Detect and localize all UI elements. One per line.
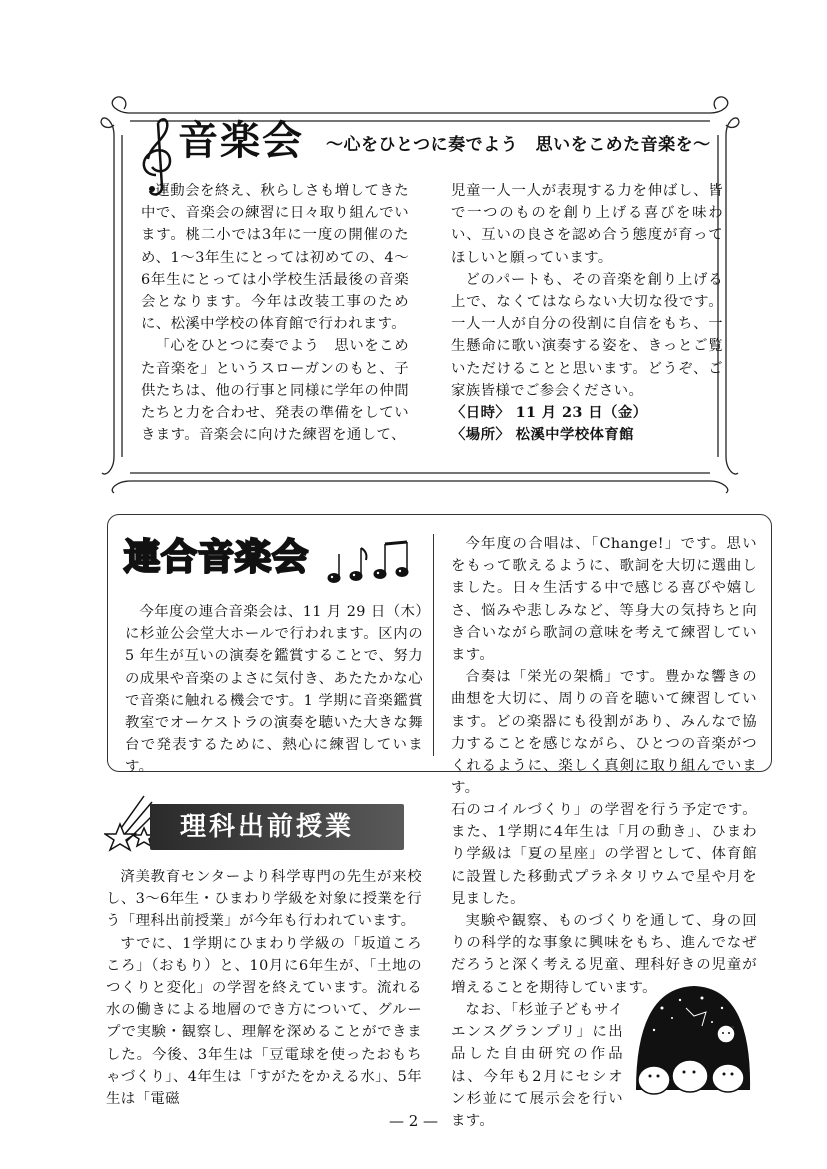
paragraph: なお、「杉並子どもサイエンスグランプリ」に出品した自由研究の作品は、今年も2月にセシオン杉並にて展示会を行います。 [451,1002,623,1130]
science-column-right [451,799,757,999]
concert-column-right [451,180,723,446]
planetarium-illustration [632,978,754,1098]
paragraph: 運動会を終え、秋らしさも増してきた中で、音楽会の練習に日々取り組んでいます。桃二小では3年に一度の開催のため、1～3年生にとっては初めての、4～6年生にとっては小学校生活最後の音楽会となります。今年は改装工事のために、松溪中学校の体育館で行われます。 [141,183,409,333]
event-date: 〈日時〉 11 月 23 日（金） [451,404,648,422]
section-title-concert: 音楽会 [178,117,304,164]
science-column-left [106,866,422,1110]
paragraph: 今年度の連合音楽会は、11 月 29 日（木）に杉並公会堂大ホールで行われます。区内の 5 年生が互いの演奏を鑑賞することで、努力の成果や音楽のよさに気付き、あたたかな心で音楽に触れる機会です。1 学期に音楽鑑賞教室でオーケストラの演奏を聴いた大きな舞台で発表するために、熱心に練習しています。 [125,604,423,776]
paragraph: 児童一人一人が表現する力を伸ばし、皆で一つのものを創り上げる喜びを味わい、互いの良さを認め合う態度が育ってほしいと願っています。 [451,183,723,266]
paragraph: 石のコイルづくり」の学習を行う予定です。また、1学期に4年生は「月の動き」、ひまわり学級は「夏の星座」の学習として、体育館に設置した移動式プラネタリウムで星や月を見ました。 [451,802,757,907]
column-divider [433,534,434,756]
paragraph: どのパートも、その音楽を創り上げる上で、なくてはならない大切な役です。一人一人が自分の役割に自信をもち、一生懸命に歌い演奏する姿を、きっとご覧いただけることと思います。どうぞ、ご家族皆様でご参会ください。 [451,271,723,399]
section-subtitle-concert: ～心をひとつに奏でよう 思いをこめた音楽を～ [326,135,711,155]
section-title-science: 理科出前授業 [180,812,355,842]
music-notes-icon [322,536,422,590]
concert-column-left [141,180,409,446]
event-place: 〈場所〉 松溪中学校体育館 [451,426,634,444]
paragraph: すでに、1学期にひまわり学級の「坂道ころころ」（おもり）と、10月に6年生が、「土地のつくりと変化」の学習を終えています。流れる水の働きによる地層のでき方について、グループで実験・観察し、理解を深めることができました。今後、3年生は「豆電球を使ったおもちゃづくり」、4年生は「すがたをかえる水」、5年生は「電磁 [106,935,422,1108]
page-number: — 2 — [388,1112,439,1130]
paragraph: 済美教育センターより科学専門の先生が来校し、3～6年生・ひまわり学級を対象に授業を行う「理科出前授業」が今年も行われています。 [106,869,422,930]
joint-concert-column-right [451,533,757,799]
section-title-joint-concert: 連合音楽会 [124,537,310,578]
paragraph: 合奏は「栄光の架橋」です。豊かな響きの曲想を大切に、周りの音を聴いて練習しています。どの楽器にも役割があり、みんなで協力することを感じながら、ひとつの音楽がつくれるように、楽しく真剣に取り組んでいます。 [451,669,757,797]
paragraph: 「心をひとつに奏でよう 思いをこめた音楽を」というスローガンのもと、子供たちは、他の行事と同様に学年の仲間たちと力を合わせ、発表の準備をしていきます。音楽会に向けた練習を通して、 [141,338,409,444]
joint-concert-column-left [125,601,423,779]
paragraph: 今年度の合唱は、「Change!」です。思いをもって歌えるように、歌詞を大切に選曲しました。日々生活する中で感じる喜びや嬉しさ、悩みや悲しみなど、等身大の気持ちと向き合いながら歌詞の意味を考えて練習しています。 [451,536,757,664]
paragraph: 実験や観察、ものづくりを通して、身の回りの科学的な事象に興味をもち、進んでなぜだろうと深く考える児童、理科好きの児童が増えることを期待しています。 [451,913,757,996]
